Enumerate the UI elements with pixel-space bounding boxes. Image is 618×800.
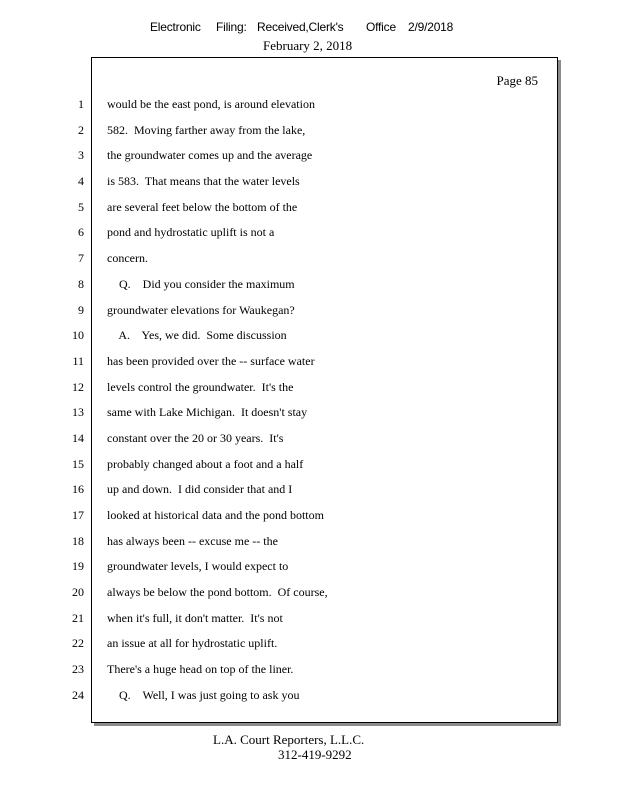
transcript-line: Q. Well, I was just going to ask you xyxy=(107,687,300,702)
line-number: 17 xyxy=(72,508,84,522)
line-number: 6 xyxy=(78,225,84,240)
line-number: 21 xyxy=(72,610,84,625)
line-number: 10 xyxy=(72,328,84,343)
filing-stamp-electronic: Electronic xyxy=(150,20,201,34)
line-number: 2 xyxy=(78,122,84,137)
transcript-line: has been provided over the -- surface water xyxy=(107,353,315,368)
line-number: 1 xyxy=(78,97,84,111)
transcript-line: has always been -- excuse me -- the xyxy=(107,533,278,548)
transcript-line: the groundwater comes up and the average xyxy=(107,148,313,163)
filing-stamp-received: Received,Clerk's xyxy=(257,20,344,34)
line-number: 11 xyxy=(72,353,84,368)
line-number: 16 xyxy=(72,482,84,497)
line-number: 4 xyxy=(78,174,84,189)
line-number: 20 xyxy=(72,585,84,600)
transcript-line: levels control the groundwater. It's the xyxy=(107,379,294,394)
transcript-line: an issue at all for hydrostatic uplift. xyxy=(107,636,278,651)
transcript-line: groundwater elevations for Waukegan? xyxy=(107,302,295,317)
line-number: 13 xyxy=(72,405,84,420)
line-number: 19 xyxy=(72,559,84,574)
line-number: 24 xyxy=(72,687,84,702)
line-number: 7 xyxy=(78,251,84,266)
line-number: 14 xyxy=(72,430,84,445)
transcript-line: 582. Moving farther away from the lake, xyxy=(107,122,306,137)
transcript-line: always be below the pond bottom. Of course, xyxy=(107,585,328,600)
line-number-column xyxy=(60,92,84,709)
transcript-line: is 583. That means that the water levels xyxy=(107,174,300,189)
line-number: 22 xyxy=(72,636,84,651)
line-number: 8 xyxy=(78,276,84,291)
filed-date: February 2, 2018 xyxy=(263,38,353,53)
transcript-line: probably changed about a foot and a half xyxy=(107,456,304,471)
page-number: Page 85 xyxy=(496,73,538,88)
line-number: 18 xyxy=(72,533,84,548)
transcript-line: A. Yes, we did. Some discussion xyxy=(107,328,287,343)
transcript-line: when it's full, it don't matter. It's not xyxy=(107,610,283,625)
transcript-line: are several feet below the bottom of the xyxy=(107,199,298,214)
filing-stamp-date: 2/9/2018 xyxy=(408,20,454,34)
transcript-line: groundwater levels, I would expect to xyxy=(107,559,289,574)
transcript-line: same with Lake Michigan. It doesn't stay xyxy=(107,405,308,420)
line-number: 5 xyxy=(78,199,84,214)
transcript-line: pond and hydrostatic uplift is not a xyxy=(107,225,275,240)
line-number: 3 xyxy=(78,148,84,163)
transcript-line: looked at historical data and the pond bottom xyxy=(107,508,324,522)
transcript-text xyxy=(107,92,547,709)
line-number: 23 xyxy=(72,662,84,677)
line-number: 15 xyxy=(72,456,84,471)
transcript-line: up and down. I did consider that and I xyxy=(107,482,293,497)
transcript-line: would be the east pond, is around elevation xyxy=(107,97,315,111)
court-reporter-phone: 312-419-9292 xyxy=(278,747,352,762)
court-reporter-name: L.A. Court Reporters, L.L.C. xyxy=(213,732,365,747)
filing-stamp-filing: Filing: xyxy=(216,20,247,34)
transcript-line: Q. Did you consider the maximum xyxy=(107,276,295,291)
line-number: 12 xyxy=(72,379,84,394)
transcript-line: constant over the 20 or 30 years. It's xyxy=(107,430,284,445)
transcript-line: There's a huge head on top of the liner. xyxy=(107,662,294,677)
transcript-line: concern. xyxy=(107,251,148,266)
filing-stamp-office: Office xyxy=(366,20,396,34)
line-number: 9 xyxy=(78,302,84,317)
